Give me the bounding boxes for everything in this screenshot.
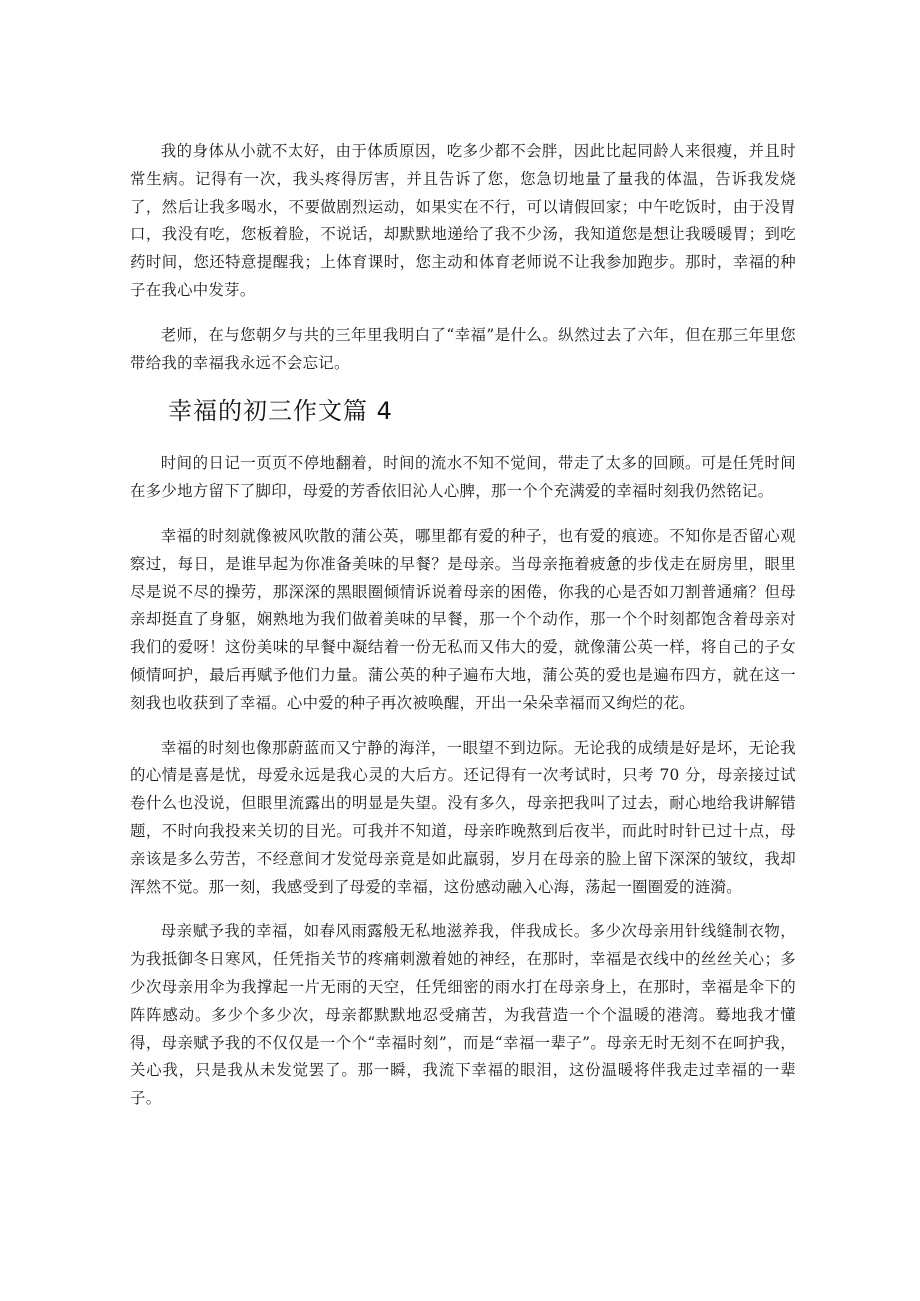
paragraph: 幸福的时刻也像那蔚蓝而又宁静的海洋，一眼望不到边际。无论我的成绩是好是坏，无论我的心情是喜是忧，母爱永远是我心灵的大后方。还记得有一次考试时，只考 70 分，母亲接过试卷什么也没说，但眼里流露出的明显是失望。没有多久，母亲把我叫了过去，耐心地给我讲解错题，不时向我投来关切的目光。可我并不知道，母亲昨晚熬到后夜半，而此时时针已过十点，母亲该是多么劳苦，不经意间才发觉母亲竟是如此羸弱，岁月在母亲的脸上留下深深的皱纹，我却浑然不觉。那一刻，我感受到了母爱的幸福，这份感动融入心海，荡起一圈圈爱的涟漪。 <box>130 738 796 896</box>
paragraph: 时间的日记一页页不停地翻着，时间的流水不知不觉间，带走了太多的回顾。可是任凭时间在多少地方留下了脚印，母爱的芳香依旧沁人心脾，那一个个充满爱的幸福时刻我仍然铭记。 <box>130 454 796 501</box>
section-heading: 幸福的初三作文篇 4 <box>168 397 393 426</box>
article-body <box>130 138 796 1130</box>
paragraph: 老师，在与您朝夕与共的三年里我明白了“幸福”是什么。纵然过去了六年，但在那三年里您带给我的幸福我永远不会忘记。 <box>130 325 796 372</box>
paragraph: 幸福的时刻就像被风吹散的蒲公英，哪里都有爱的种子，也有爱的痕迹。不知你是否留心观察过，每日，是谁早起为你准备美味的早餐？是母亲。当母亲拖着疲惫的步伐走在厨房里，眼里尽是说不尽的操劳，那深深的黑眼圈倾情诉说着母亲的困倦，你我的心是否如刀割普通痛？但母亲却挺直了身躯，娴熟地为我们做着美味的早餐，那一个个动作，那一个个时刻都饱含着母亲对我们的爱呀！这份美味的早餐中凝结着一份无私而又伟大的爱，就像蒲公英一样，将自己的子女倾情呵护，最后再赋予他们力量。蒲公英的种子遍布大地，蒲公英的爱也是遍布四方，就在这一刻我也收获到了幸福。心中爱的种子再次被唤醒，开出一朵朵幸福而又绚烂的花。 <box>130 526 796 712</box>
paragraph: 我的身体从小就不太好，由于体质原因，吃多少都不会胖，因此比起同龄人来很瘦，并且时常生病。记得有一次，我头疼得厉害，并且告诉了您，您急切地量了量我的体温，告诉我发烧了，然后让我多喝水，不要做剧烈运动，如果实在不行，可以请假回家；中午吃饭时，由于没胃口，我没有吃，您板着脸，不说话，却默默地递给了我不少汤，我知道您是想让我暖暖胃；到吃药时间，您还特意提醒我；上体育课时，您主动和体育老师说不让我参加跑步。那时，幸福的种子在我心中发芽。 <box>130 142 796 299</box>
paragraph: 母亲赋予我的幸福，如春风雨露般无私地滋养我，伴我成长。多少次母亲用针线缝制衣物，为我抵御冬日寒风，任凭指关节的疼痛刺激着她的神经，在那时，幸福是衣线中的丝丝关心；多少次母亲用伞为我撑起一片无雨的天空，任凭细密的雨水打在母亲身上，在那时，幸福是伞下的阵阵感动。多少个多少次，母亲都默默地忍受痛苦，为我营造一个个温暖的港湾。蓦地我才懂得，母亲赋予我的不仅仅是一个个“幸福时刻”，而是“幸福一辈子”。母亲无时无刻不在呵护我，关心我，只是我从未发觉罢了。那一瞬，我流下幸福的眼泪，这份温暖将伴我走过幸福的一辈子。 <box>130 922 796 1108</box>
